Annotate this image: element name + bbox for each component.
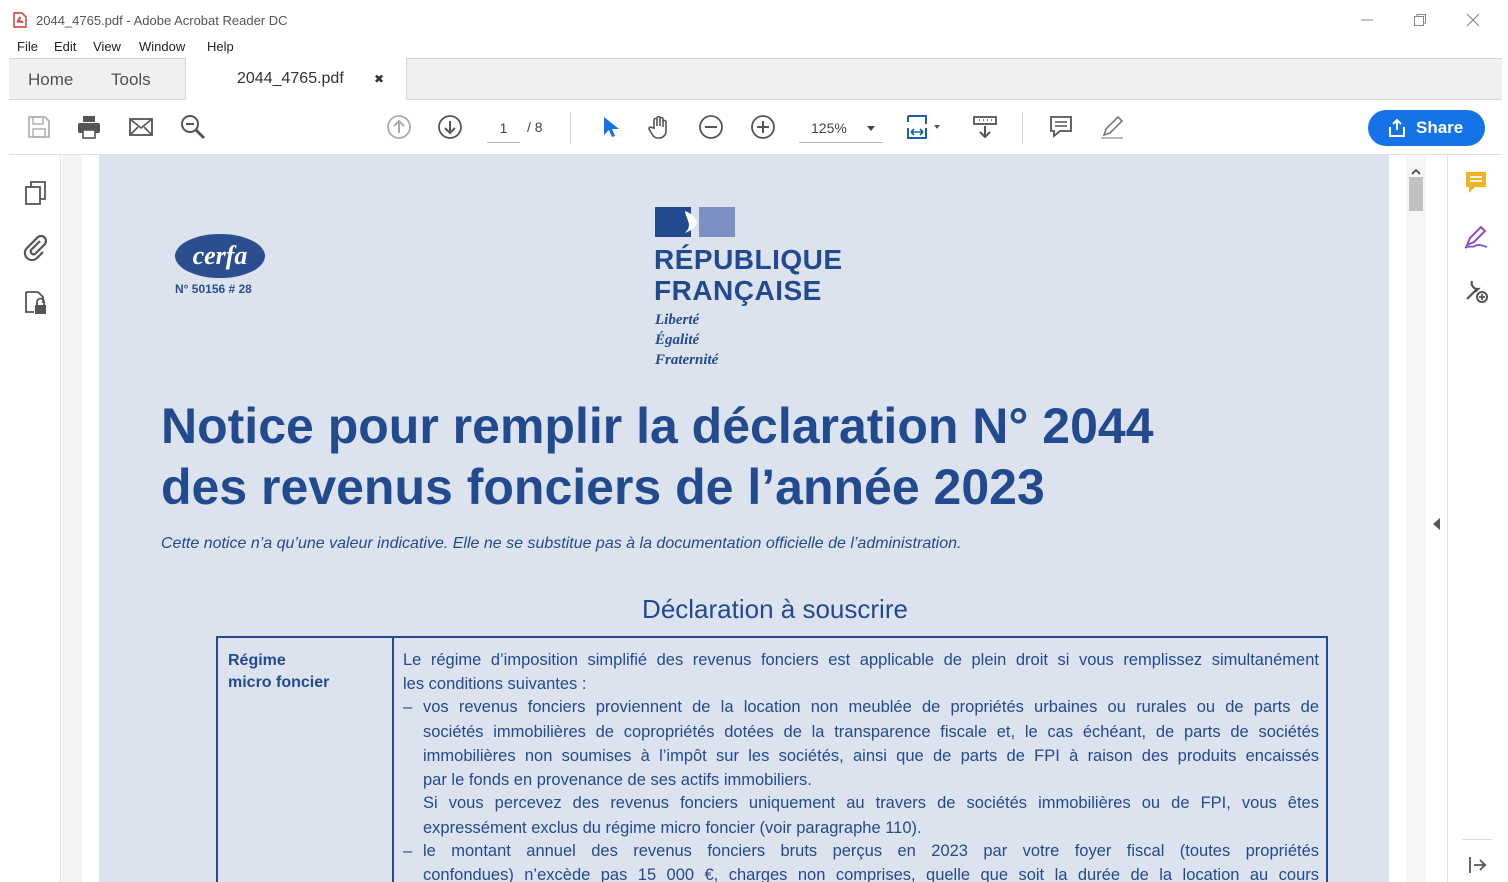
zoom-out-icon[interactable] (697, 113, 725, 141)
next-page-icon[interactable] (436, 113, 464, 141)
page-thumbnails-icon[interactable] (22, 179, 50, 207)
expand-panel-icon[interactable] (1462, 855, 1490, 882)
table-text-line: sociétés immobilières de copropriétés dotées de la transparence fiscale et, le cas échéant, de parts de sociétés (423, 723, 1319, 741)
table-text-line: vos revenus fonciers proviennent de la location non meublée de propriétés urbaines ou rurales ou de parts de (423, 698, 1319, 716)
menu-view[interactable]: View (93, 39, 121, 54)
pdf-page (99, 155, 1389, 882)
fit-page-icon[interactable] (905, 113, 945, 141)
table-text-line: Le régime d’imposition simplifié des revenus fonciers est applicable de plein droit si vous remplissez simultanément (403, 651, 1319, 669)
more-tools-icon[interactable] (1462, 277, 1490, 305)
fill-sign-icon[interactable] (1462, 223, 1490, 251)
section-title: Déclaration à souscrire (642, 594, 908, 624)
restore-button[interactable] (1410, 10, 1430, 30)
select-cursor-icon[interactable] (595, 113, 623, 141)
document-tab-label: 2044_4765.pdf (237, 70, 344, 87)
left-nav-panel (9, 155, 61, 882)
attachment-icon[interactable] (22, 233, 50, 261)
comment-tool-icon[interactable] (1462, 169, 1490, 197)
tab-home[interactable]: Home (28, 70, 74, 89)
cerfa-logo (174, 233, 266, 279)
panel-divider (1462, 839, 1492, 840)
zoom-level-value: 125% (811, 120, 847, 136)
read-mode-icon[interactable] (971, 113, 999, 141)
zoom-level-select[interactable] (799, 117, 883, 143)
document-security-icon[interactable] (22, 289, 50, 317)
comment-icon[interactable] (1047, 113, 1075, 141)
declaration-table (216, 636, 1328, 882)
hand-tool-icon[interactable] (646, 113, 674, 141)
bullet-dash: – (403, 842, 413, 860)
table-text-line: le montant annuel des revenus fonciers bruts perçus en 2023 par votre foyer fiscal (toutes propriétés (423, 842, 1319, 860)
share-button[interactable] (1368, 110, 1485, 146)
title-bar (0, 0, 1508, 38)
chevron-down-icon (867, 126, 875, 131)
table-text-line: confondues) n’excède pas 15 000 €, charges non comprises, quelle que soit la durée de la location au cours (423, 866, 1319, 882)
document-viewport[interactable] (62, 155, 1406, 882)
menu-file[interactable]: File (17, 39, 38, 54)
table-text-line: expressément exclus du régime micro foncier (voir paragraphe 110). (423, 819, 922, 837)
row-label-regime: Régime (228, 652, 286, 669)
tab-document[interactable] (185, 58, 407, 101)
share-label: Share (1416, 118, 1464, 137)
toolbar-divider (1022, 112, 1023, 144)
tab-bar (9, 58, 1502, 100)
menu-bar (0, 38, 1508, 58)
window-title: 2044_4765.pdf - Adobe Acrobat Reader DC (36, 13, 288, 28)
page-margin (82, 155, 99, 882)
document-title-line2: des revenus fonciers de l’année 2023 (161, 459, 1045, 515)
previous-page-icon[interactable] (385, 113, 413, 141)
share-icon (1387, 118, 1407, 143)
email-icon[interactable] (127, 113, 155, 141)
row-label-micro-foncier: micro foncier (228, 674, 330, 691)
zoom-in-icon[interactable] (749, 113, 777, 141)
scrollbar-thumb[interactable] (1409, 177, 1423, 211)
table-text-line: immobilières non soumises à l’impôt sur les sociétés, ainsi que de parts de FPI à raison des produits encaissés (423, 747, 1319, 765)
collapse-right-panel-icon[interactable] (1433, 518, 1440, 530)
menu-window[interactable]: Window (139, 39, 186, 54)
motto-liberte: Liberté (655, 312, 700, 328)
republique-line1: RÉPUBLIQUE (654, 244, 843, 275)
menu-edit[interactable]: Edit (54, 39, 77, 54)
acrobat-pdf-icon (13, 12, 27, 28)
right-tools-panel (1447, 155, 1502, 882)
marianne-logo (655, 207, 735, 237)
page-number-input[interactable]: 1 (487, 117, 520, 143)
document-title-line1: Notice pour remplir la déclaration N° 2044 (161, 398, 1154, 454)
highlight-pen-icon[interactable] (1098, 113, 1126, 141)
save-icon[interactable] (25, 113, 53, 141)
tab-tools[interactable]: Tools (111, 70, 151, 89)
motto-fraternite: Fraternité (655, 352, 719, 368)
toolbar-divider (570, 112, 571, 144)
page-total: / 8 (527, 119, 543, 135)
republique-line2: FRANÇAISE (654, 275, 822, 306)
page-margin (1389, 155, 1406, 882)
zoom-out-search-icon[interactable] (179, 113, 207, 141)
cerfa-number: N° 50156 # 28 (175, 282, 252, 296)
bullet-dash: – (403, 698, 413, 716)
close-window-button[interactable] (1463, 10, 1483, 30)
close-tab-icon[interactable]: ✖ (374, 72, 385, 86)
vertical-scrollbar[interactable] (1406, 155, 1426, 882)
minimize-button[interactable] (1357, 10, 1377, 30)
motto-egalite: Égalité (655, 332, 700, 348)
document-subtitle: Cette notice n’a qu’une valeur indicative. Elle ne se substitue pas à la documentation officielle de l’administration. (161, 535, 962, 552)
table-text-line: les conditions suivantes : (403, 675, 587, 693)
toolbar (9, 100, 1502, 155)
table-text-line: par le fonds en provenance de ses actifs immobiliers. (423, 771, 812, 789)
print-icon[interactable] (75, 113, 103, 141)
table-column-divider (392, 638, 394, 882)
table-text-line: Si vous percevez des revenus fonciers uniquement au travers de sociétés immobilières ou de FPI, vous êtes (423, 794, 1319, 812)
svg-text:cerfa: cerfa (192, 241, 248, 270)
menu-help[interactable]: Help (207, 39, 234, 54)
